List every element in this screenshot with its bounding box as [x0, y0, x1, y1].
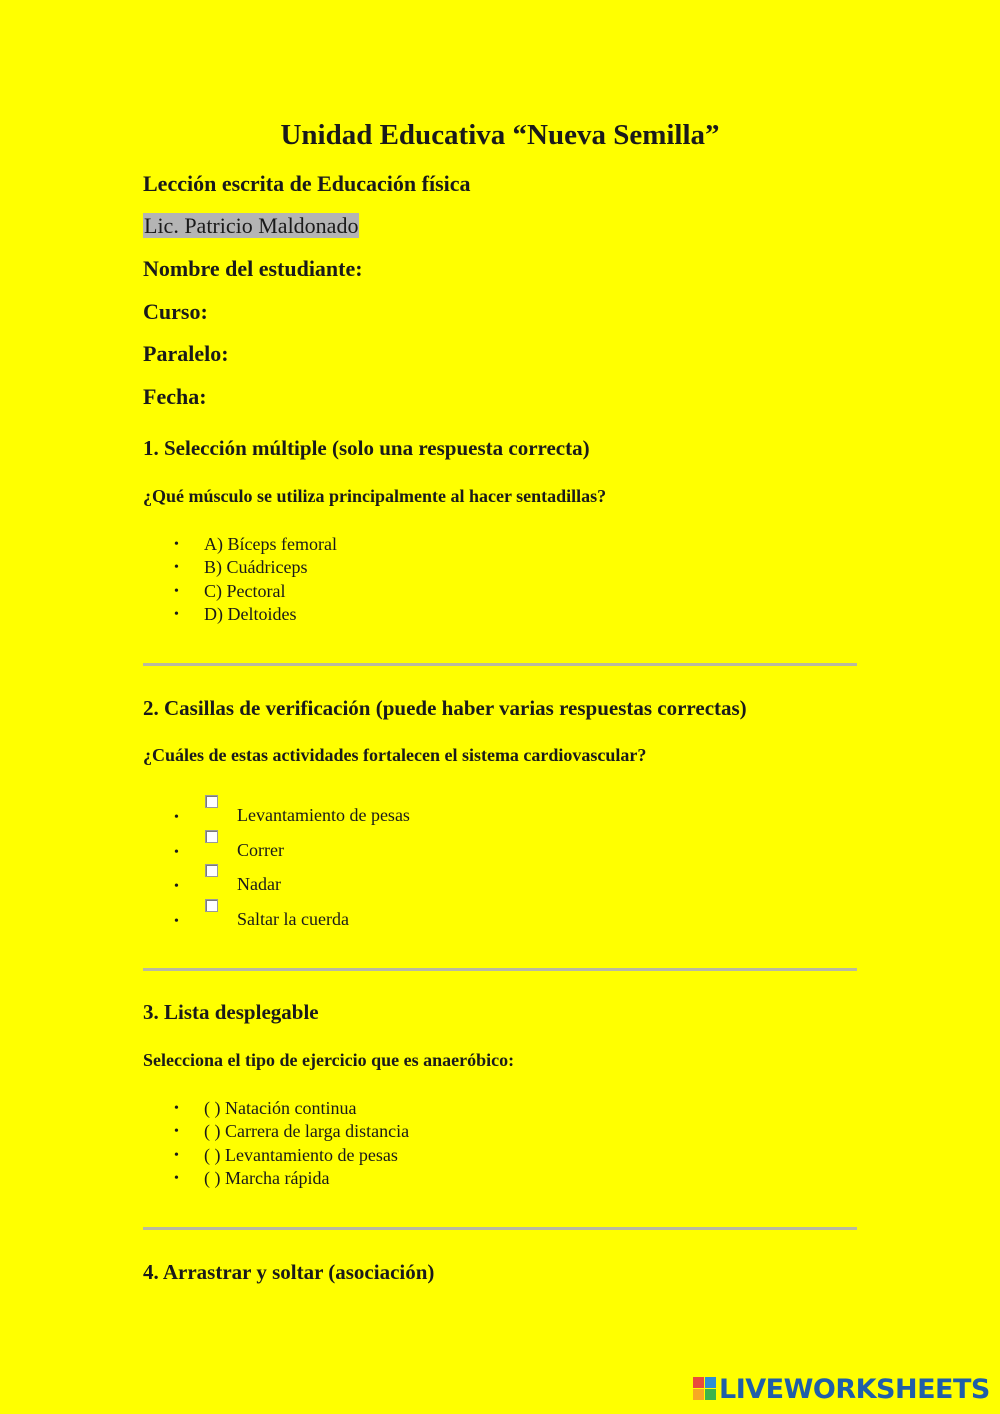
section-3-question: Selecciona el tipo de ejercicio que es anaeróbico: — [143, 1050, 515, 1070]
option-label: ( ) Marcha rápida — [204, 1167, 330, 1188]
option-label: A) Bíceps femoral — [204, 534, 337, 554]
option-item[interactable] — [143, 1167, 409, 1190]
section-3-options — [143, 1097, 409, 1190]
liveworksheets-logo — [693, 1374, 990, 1404]
section-divider — [143, 968, 857, 971]
bullet-icon: • — [174, 810, 179, 825]
parallel-label: Paralelo: — [143, 341, 229, 366]
liveworksheets-logo-icon — [693, 1377, 717, 1401]
checkbox[interactable] — [205, 830, 218, 843]
bullet-icon: • — [174, 606, 179, 622]
option-item[interactable] — [143, 556, 337, 579]
option-item[interactable] — [143, 1144, 409, 1167]
teacher-name: Lic. Patricio Maldonado — [144, 213, 359, 238]
course-label: Curso: — [143, 299, 208, 324]
bullet-icon: • — [174, 1101, 179, 1116]
bullet-icon: • — [174, 844, 179, 860]
option-item[interactable] — [143, 580, 337, 603]
bullet-icon: • — [174, 583, 179, 599]
section-1-options — [143, 533, 337, 626]
bullet-icon: • — [174, 537, 179, 552]
option-label: B) Cuádriceps — [204, 557, 308, 578]
section-divider — [143, 663, 857, 666]
checkbox-item — [143, 838, 410, 873]
bullet-icon: • — [174, 913, 179, 929]
worksheet-title: Unidad Educativa “Nueva Semilla” — [280, 119, 720, 151]
option-label: ( ) Levantamiento de pesas — [204, 1144, 398, 1165]
option-label: ( ) Natación continua — [204, 1098, 357, 1118]
section-2-title: 2. Casillas de verificación (puede haber varias respuestas correctas) — [143, 696, 747, 720]
checkbox-label: Correr — [237, 839, 284, 860]
checkbox[interactable] — [205, 864, 218, 877]
option-label: ( ) Carrera de larga distancia — [204, 1121, 410, 1142]
checkbox-label: Nadar — [237, 874, 281, 894]
option-item[interactable] — [143, 1120, 409, 1143]
bullet-icon: • — [174, 879, 179, 894]
section-1-question: ¿Qué músculo se utiliza principalmente al hacer sentadillas? — [143, 486, 607, 506]
bullet-icon: • — [174, 1147, 179, 1163]
lesson-subtitle: Lección escrita de Educación física — [143, 171, 471, 196]
checkbox[interactable] — [205, 899, 218, 912]
date-label: Fecha: — [143, 384, 207, 409]
section-divider — [143, 1227, 857, 1230]
option-item[interactable] — [143, 603, 337, 626]
checkbox-item — [143, 872, 410, 907]
option-label: C) Pectoral — [204, 580, 286, 601]
student-name-label: Nombre del estudiante: — [143, 256, 363, 281]
bullet-icon: • — [174, 1124, 179, 1140]
bullet-icon: • — [174, 1170, 179, 1186]
bullet-icon: • — [174, 560, 179, 576]
checkbox-label: Saltar la cuerda — [237, 908, 349, 929]
section-2-options — [143, 803, 410, 941]
checkbox-item — [143, 907, 410, 942]
section-4-title: 4. Arrastrar y soltar (asociación) — [143, 1260, 435, 1284]
checkbox-item — [143, 803, 410, 838]
section-1-title: 1. Selección múltiple (solo una respuesta correcta) — [143, 436, 590, 460]
section-3-title: 3. Lista desplegable — [143, 1000, 319, 1024]
option-label: D) Deltoides — [204, 603, 297, 624]
checkbox-label: Levantamiento de pesas — [237, 805, 410, 825]
option-item[interactable] — [143, 533, 337, 556]
section-2-question: ¿Cuáles de estas actividades fortalecen el sistema cardiovascular? — [143, 745, 647, 765]
option-item[interactable] — [143, 1097, 409, 1120]
liveworksheets-logo-text: LIVEWORKSHEETS — [719, 1373, 990, 1405]
checkbox[interactable] — [205, 795, 218, 808]
teacher-line — [143, 213, 359, 239]
